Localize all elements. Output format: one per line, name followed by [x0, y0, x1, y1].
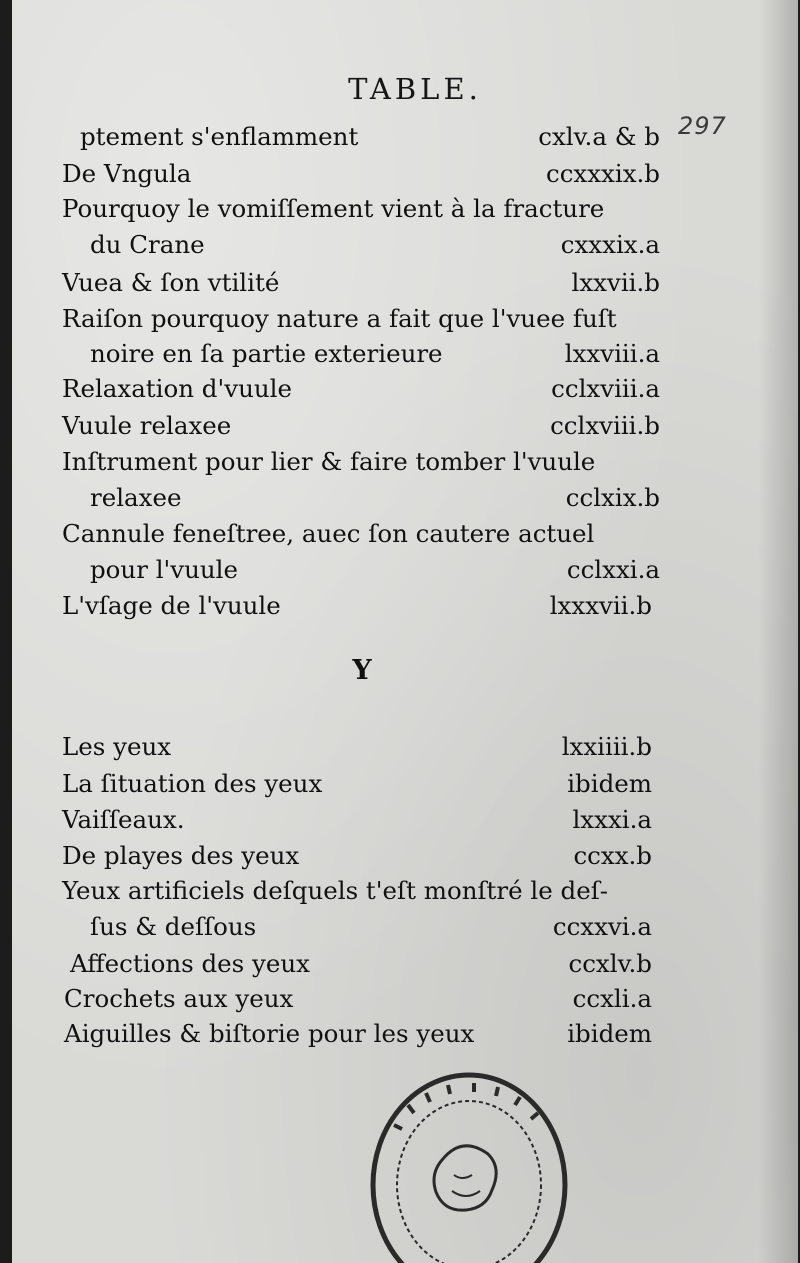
index-entry	[62, 157, 660, 191]
entry-text: pour l'vuule	[90, 555, 239, 584]
index-entry	[62, 874, 652, 908]
entry-text: du Crane	[90, 230, 205, 259]
entry-text: Yeux artificiels deſquels t'eſt monſtré le deſ-	[62, 876, 609, 905]
entry-text: noire en ſa partie exterieure	[90, 339, 443, 368]
entry-page-ref: cxlv.a & b	[538, 122, 660, 151]
entry-page-ref: lxxvii.b	[571, 268, 660, 297]
entry-text: Inſtrument pour lier & faire tomber l'vuule	[62, 447, 596, 476]
index-entry	[62, 803, 652, 837]
index-entry	[62, 517, 662, 551]
index-entry	[64, 982, 652, 1016]
entry-text: ſus & deſſous	[90, 912, 257, 941]
entry-page-ref: ccxlv.b	[568, 949, 652, 978]
library-stamp-icon	[364, 1065, 574, 1263]
entry-text: La ſituation des yeux	[62, 769, 323, 798]
entry-page-ref: lxxviii.a	[564, 339, 660, 368]
index-entry	[62, 767, 652, 801]
index-entry	[64, 1017, 652, 1051]
index-entry	[62, 266, 660, 300]
entry-page-ref: ibidem	[567, 769, 652, 798]
running-head: TABLE.	[348, 72, 482, 106]
index-entry	[90, 228, 660, 262]
entry-page-ref: cclxix.b	[565, 483, 660, 512]
entry-text: Affections des yeux	[70, 949, 310, 978]
index-entry	[90, 337, 660, 371]
entry-text: Pourquoy le vomiſſement vient à la fracture	[62, 194, 605, 223]
index-entry	[62, 409, 660, 443]
entry-text: Les yeux	[62, 732, 172, 761]
entry-page-ref: ccxli.a	[572, 984, 652, 1013]
index-entry	[62, 302, 662, 336]
index-entry	[80, 120, 660, 154]
entry-page-ref: lxxiiii.b	[561, 732, 652, 761]
entry-page-ref: cclxviii.b	[550, 411, 660, 440]
entry-page-ref: ccxx.b	[573, 841, 652, 870]
entry-page-ref: cxxxix.a	[560, 230, 660, 259]
index-entry	[62, 372, 660, 406]
entry-text: De Vngula	[62, 159, 192, 188]
entry-page-ref: cclxxi.a	[566, 555, 660, 584]
index-entry	[90, 553, 660, 587]
entry-text: ptement s'enflamment	[80, 122, 359, 151]
entry-page-ref: lxxxvii.b	[549, 591, 652, 620]
entry-text: Vuea & ſon vtilité	[62, 268, 280, 297]
index-entry	[70, 947, 652, 981]
entry-text: relaxee	[90, 483, 182, 512]
index-entry	[62, 730, 652, 764]
index-entry	[62, 445, 662, 479]
index-entry	[90, 481, 660, 515]
entry-page-ref: ccxxvi.a	[552, 912, 652, 941]
index-entry	[62, 192, 662, 226]
index-entry	[62, 589, 652, 623]
entry-page-ref: cclxviii.a	[551, 374, 660, 403]
entry-text: De playes des yeux	[62, 841, 300, 870]
entry-text: Vuule relaxee	[62, 411, 232, 440]
entry-text: Vaiſſeaux.	[62, 805, 185, 834]
page-edge-shadow	[758, 0, 798, 1263]
book-page	[12, 0, 798, 1263]
entry-text: Relaxation d'vuule	[62, 374, 292, 403]
entry-text: Raiſon pourquoy nature a fait que l'vuee fuſt	[62, 304, 617, 333]
entry-text: Crochets aux yeux	[64, 984, 294, 1013]
index-entry	[90, 910, 652, 944]
index-entry	[62, 839, 652, 873]
section-letter: Y	[352, 655, 372, 686]
entry-page-ref: ibidem	[567, 1019, 652, 1048]
entry-page-ref: lxxxi.a	[572, 805, 652, 834]
entry-text: Aiguilles & biſtorie pour les yeux	[64, 1019, 475, 1048]
handwritten-folio: 297	[678, 112, 727, 140]
entry-page-ref: ccxxxix.b	[545, 159, 660, 188]
entry-text: L'vſage de l'vuule	[62, 591, 281, 620]
entry-text: Cannule feneſtree, auec ſon cautere actuel	[62, 519, 595, 548]
